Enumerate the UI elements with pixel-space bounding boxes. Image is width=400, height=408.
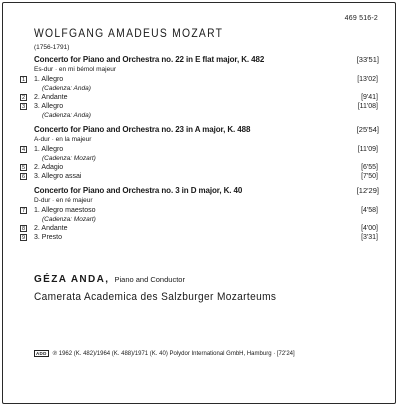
concerto-title: Concerto for Piano and Orchestra no. 22 in E flat major, K. 482	[34, 55, 265, 64]
movement-row	[0, 164, 400, 173]
cadenza-note	[0, 216, 400, 225]
movement-row	[0, 76, 400, 85]
movement-name: 2. Adagio	[34, 164, 64, 171]
concerto-duration: [33'51]	[356, 55, 379, 64]
cadenza-text: (Cadenza: Mozart)	[42, 155, 96, 162]
concerto-heading	[0, 125, 400, 136]
add-code-badge: ADD	[36, 351, 47, 356]
movement-row	[0, 225, 400, 234]
movement-duration: [11'09]	[357, 146, 378, 153]
movement-row	[0, 234, 400, 243]
concerto-duration: [12'29]	[356, 186, 379, 195]
movement-name: 1. Allegro	[34, 76, 64, 83]
catalog-number: 469 516-2	[344, 15, 378, 22]
movement-duration: [7'50]	[361, 173, 378, 180]
soloist-credit	[34, 274, 185, 285]
key-line	[0, 136, 400, 146]
concerto-heading	[0, 186, 400, 197]
key-text: Es-dur · en mi bémol majeur	[34, 66, 116, 73]
movement-row	[0, 146, 400, 155]
movement-row	[0, 173, 400, 182]
movement-name: 1. Allegro maestoso	[34, 207, 96, 214]
concerto-block	[0, 55, 400, 125]
movement-duration: [6'55]	[361, 164, 378, 171]
works-list	[0, 55, 400, 247]
movement-duration: [13'02]	[357, 76, 378, 83]
concerto-block	[0, 125, 400, 186]
key-line	[0, 66, 400, 76]
orchestra-name: Camerata Academica des Salzburger Mozarteums	[34, 291, 277, 303]
movement-name: 3. Allegro assai	[34, 173, 82, 180]
movement-duration: [4'00]	[361, 225, 378, 232]
key-line	[0, 197, 400, 207]
track-number-box: 7	[21, 208, 26, 214]
cadenza-text: (Cadenza: Anda)	[42, 85, 91, 92]
cadenza-note	[0, 85, 400, 94]
concerto-duration: [25'54]	[356, 125, 379, 134]
cadenza-text: (Cadenza: Mozart)	[42, 216, 96, 223]
track-number-box: 6	[21, 174, 26, 180]
concerto-block	[0, 186, 400, 247]
track-number-box: 9	[21, 235, 26, 241]
cadenza-note	[0, 112, 400, 121]
cadenza-note	[0, 155, 400, 164]
movement-name: 1. Allegro	[34, 146, 64, 153]
movement-duration: [4'58]	[361, 207, 378, 214]
movement-duration: [9'41]	[361, 94, 378, 101]
movement-name: 3. Presto	[34, 234, 63, 241]
movement-row	[0, 94, 400, 103]
concerto-heading	[0, 55, 400, 66]
key-text: A-dur · en la majeur	[34, 136, 92, 143]
composer-years: (1756-1791)	[34, 44, 70, 51]
movement-row	[0, 207, 400, 216]
cadenza-text: (Cadenza: Anda)	[42, 112, 91, 119]
track-number-box: 8	[21, 226, 26, 232]
track-number-box: 5	[21, 165, 26, 171]
track-number-box: 1	[21, 77, 26, 83]
soloist-name: GÉZA ANDA,	[34, 274, 110, 285]
copyright-line: ℗ 1962 (K. 482)/1964 (K. 488)/1971 (K. 40) Polydor International GmbH, Hamburg · [72'24]	[52, 350, 295, 357]
concerto-title: Concerto for Piano and Orchestra no. 3 in D major, K. 40	[34, 186, 243, 195]
recording-credits	[34, 350, 295, 357]
movement-duration: [3'31]	[361, 234, 378, 241]
composer-name: WOLFGANG AMADEUS MOZART	[34, 28, 224, 40]
track-number-box: 3	[21, 104, 26, 110]
movement-name: 3. Allegro	[34, 103, 64, 110]
movement-name: 2. Andante	[34, 94, 68, 101]
track-number-box: 2	[21, 95, 26, 101]
movement-row	[0, 103, 400, 112]
concerto-title: Concerto for Piano and Orchestra no. 23 in A major, K. 488	[34, 125, 251, 134]
movement-name: 2. Andante	[34, 225, 68, 232]
soloist-role: Piano and Conductor	[114, 275, 185, 284]
key-text: D-dur · en ré majeur	[34, 197, 93, 204]
track-number-box: 4	[21, 147, 26, 153]
movement-duration: [11'08]	[357, 103, 378, 110]
